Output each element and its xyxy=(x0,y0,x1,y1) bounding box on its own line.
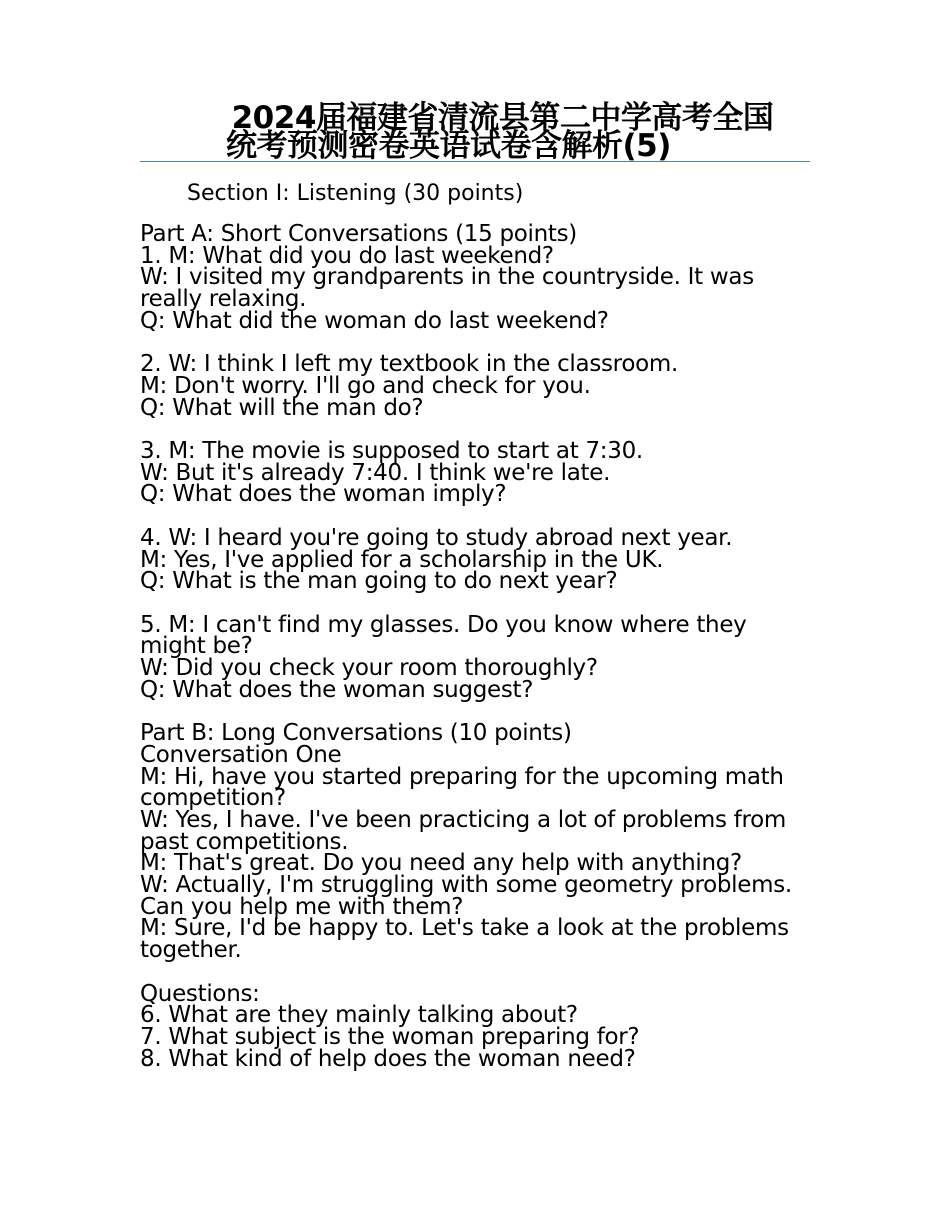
conversation-line: W: Actually, I'm struggling with some geometry problems. Can you help me with them? xyxy=(140,872,792,920)
q2-question: Q: What will the man do? xyxy=(140,394,424,421)
document-title-line-2: 统考预测密卷英语试卷含解析(5) xyxy=(226,128,671,164)
q2-line-2: M: Don't worry. I'll go and check for you. xyxy=(140,372,591,399)
question-item: 6. What are they mainly talking about? xyxy=(140,1002,578,1029)
q3-line-1: 3. M: The movie is supposed to start at 7:30. xyxy=(140,438,643,464)
q1-line-1: 1. M: What did you do last weekend? xyxy=(140,242,554,269)
q2-line-1: 2. W: I think I left my textbook in the classroom. xyxy=(140,351,678,378)
title-underline-divider xyxy=(140,161,810,162)
part-a-heading: Part A: Short Conversations (15 points) xyxy=(140,221,577,247)
conversation-line: M: Hi, have you started preparing for the upcoming math competition? xyxy=(140,763,784,812)
question-item: 8. What kind of help does the woman need? xyxy=(140,1045,636,1072)
conversation-line: M: That's great. Do you need any help with anything? xyxy=(140,850,742,877)
q5-line-2: W: Did you check your room thoroughly? xyxy=(140,655,598,681)
q4-line-2: M: Yes, I've applied for a scholarship in the UK. xyxy=(140,546,664,573)
q5-line-1: 5. M: I can't find my glasses. Do you know where they might be? xyxy=(140,611,747,660)
section-heading: Section I: Listening (30 points) xyxy=(187,181,524,206)
q1-question: Q: What did the woman do last weekend? xyxy=(140,307,609,334)
conversation-title: Conversation One xyxy=(140,741,342,768)
q1-line-2: W: I visited my grandparents in the countryside. It was really relaxing. xyxy=(140,264,754,313)
q4-line-1: 4. W: I heard you're going to study abroad next year. xyxy=(140,524,733,551)
q3-question: Q: What does the woman imply? xyxy=(140,481,507,508)
q3-line-2: W: But it's already 7:40. I think we're late. xyxy=(140,459,611,486)
document-body xyxy=(140,221,800,1072)
conversation-line: W: Yes, I have. I've been practicing a lot of problems from past competitions. xyxy=(140,806,787,855)
questions-label: Questions: xyxy=(140,980,260,1007)
q5-question: Q: What does the woman suggest? xyxy=(140,676,534,703)
question-item: 7. What subject is the woman preparing for? xyxy=(140,1023,640,1050)
conversation-line: M: Sure, I'd be happy to. Let's take a look at the problems together. xyxy=(140,915,789,964)
document-title xyxy=(140,100,810,164)
q4-question: Q: What is the man going to do next year? xyxy=(140,568,618,595)
part-b-heading: Part B: Long Conversations (10 points) xyxy=(140,720,572,747)
document-title-line-1: 2024届福建省清流县第二中学高考全国 xyxy=(231,100,774,136)
